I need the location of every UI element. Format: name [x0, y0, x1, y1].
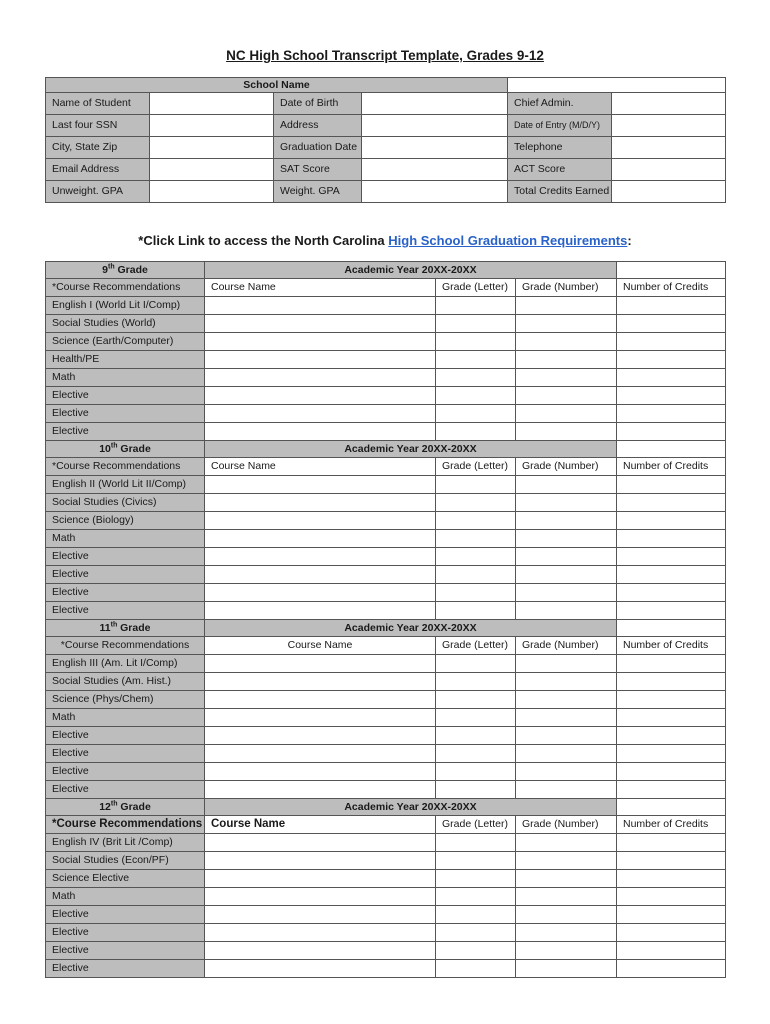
course-name-field[interactable]: [205, 584, 436, 602]
grade-number-header: Grade (Number): [516, 279, 617, 297]
credits-field[interactable]: [617, 942, 726, 960]
grade-letter-field[interactable]: [436, 548, 516, 566]
column-header-row: [46, 637, 726, 655]
grade-letter-field[interactable]: [436, 602, 516, 620]
credits-field[interactable]: [617, 924, 726, 942]
credits-field[interactable]: [617, 494, 726, 512]
course-name-field[interactable]: [205, 566, 436, 584]
grade-number: 12: [99, 800, 111, 813]
grade-number-field[interactable]: [516, 548, 617, 566]
course-name-field[interactable]: [205, 781, 436, 799]
grade-letter-field[interactable]: [436, 691, 516, 709]
grade-letter-header: Grade (Letter): [436, 458, 516, 476]
course-recommendation: Elective: [46, 763, 205, 781]
credits-field[interactable]: [617, 333, 726, 351]
grade-number-field[interactable]: [516, 405, 617, 423]
academic-year-field[interactable]: [617, 799, 726, 816]
grade-number-field[interactable]: [516, 369, 617, 387]
info-label: Last four SSN: [46, 115, 150, 137]
credits-field[interactable]: [617, 476, 726, 494]
course-name-header: Course Name: [205, 637, 436, 655]
academic-year-field[interactable]: [617, 262, 726, 279]
info-value-field[interactable]: [362, 181, 508, 203]
student-info-table: [45, 77, 726, 203]
course-recommendation: Social Studies (World): [46, 315, 205, 333]
course-recommendation: Social Studies (Econ/PF): [46, 852, 205, 870]
grade-number-field[interactable]: [516, 673, 617, 691]
grade-ordinal-suffix: th: [107, 263, 115, 271]
grade-number-field[interactable]: [516, 834, 617, 852]
grade-number-field[interactable]: [516, 781, 617, 799]
course-name-field[interactable]: [205, 834, 436, 852]
course-row: [46, 906, 726, 924]
grade-number-field[interactable]: [516, 745, 617, 763]
grade-number-field[interactable]: [516, 691, 617, 709]
course-name-field[interactable]: [205, 924, 436, 942]
grade-number-field[interactable]: [516, 888, 617, 906]
info-label: Chief Admin.: [508, 93, 612, 115]
course-name-field[interactable]: [205, 673, 436, 691]
academic-year-label: Academic Year 20XX-20XX: [205, 799, 617, 816]
requirements-link-line: [0, 233, 770, 248]
info-value-field[interactable]: [150, 159, 274, 181]
course-row: [46, 315, 726, 333]
course-name-field[interactable]: [205, 405, 436, 423]
course-recommendation: Science Elective: [46, 870, 205, 888]
course-recommendation: Elective: [46, 781, 205, 799]
grade-letter-field[interactable]: [436, 405, 516, 423]
course-name-field[interactable]: [205, 351, 436, 369]
course-row: [46, 763, 726, 781]
credits-field[interactable]: [617, 834, 726, 852]
grade-letter-field[interactable]: [436, 512, 516, 530]
grade-label: [46, 262, 205, 279]
info-value-field[interactable]: [612, 181, 726, 203]
grade-number-field[interactable]: [516, 727, 617, 745]
grade-number-field[interactable]: [516, 906, 617, 924]
course-name-field[interactable]: [205, 960, 436, 978]
course-recommendation: Health/PE: [46, 351, 205, 369]
info-value-field[interactable]: [362, 159, 508, 181]
credits-field[interactable]: [617, 655, 726, 673]
course-recommendations-header: *Course Recommendations: [46, 637, 205, 655]
course-row: [46, 852, 726, 870]
course-name-field[interactable]: [205, 530, 436, 548]
credits-field[interactable]: [617, 763, 726, 781]
course-row: [46, 655, 726, 673]
grade-letter-field[interactable]: [436, 655, 516, 673]
info-row: [46, 93, 726, 115]
grade-number-field[interactable]: [516, 584, 617, 602]
document-title: NC High School Transcript Template, Grades 9-12: [226, 48, 544, 63]
grade-letter-field[interactable]: [436, 924, 516, 942]
course-row: [46, 494, 726, 512]
course-recommendation: Social Studies (Am. Hist.): [46, 673, 205, 691]
grade-letter-field[interactable]: [436, 888, 516, 906]
credits-field[interactable]: [617, 709, 726, 727]
grade-letter-field[interactable]: [436, 852, 516, 870]
credits-field[interactable]: [617, 602, 726, 620]
course-name-field[interactable]: [205, 387, 436, 405]
info-value-field[interactable]: [362, 115, 508, 137]
grade-number-header: Grade (Number): [516, 637, 617, 655]
info-label: Telephone: [508, 137, 612, 159]
credits-field[interactable]: [617, 548, 726, 566]
course-row: [46, 960, 726, 978]
academic-year-label: Academic Year 20XX-20XX: [205, 262, 617, 279]
grade-number-header: Grade (Number): [516, 816, 617, 834]
course-recommendation: Math: [46, 530, 205, 548]
grade-number-field[interactable]: [516, 655, 617, 673]
course-recommendation: English II (World Lit II/Comp): [46, 476, 205, 494]
course-recommendation: Science (Earth/Computer): [46, 333, 205, 351]
course-recommendation: Science (Phys/Chem): [46, 691, 205, 709]
graduation-requirements-link[interactable]: High School Graduation Requirements: [388, 233, 628, 248]
course-name-field[interactable]: [205, 888, 436, 906]
course-row: [46, 924, 726, 942]
course-row: [46, 602, 726, 620]
course-row: [46, 512, 726, 530]
info-label: Total Credits Earned: [508, 181, 612, 203]
info-value-field[interactable]: [362, 93, 508, 115]
grade-number-field[interactable]: [516, 423, 617, 441]
school-name-field[interactable]: [508, 78, 726, 93]
grade-letter-field[interactable]: [436, 369, 516, 387]
course-row: [46, 870, 726, 888]
credits-field[interactable]: [617, 315, 726, 333]
info-row: [46, 115, 726, 137]
academic-year-label: Academic Year 20XX-20XX: [205, 441, 617, 458]
grade-number-field[interactable]: [516, 852, 617, 870]
course-recommendation: Elective: [46, 405, 205, 423]
course-row: [46, 781, 726, 799]
grade-label: [46, 441, 205, 458]
course-name-field[interactable]: [205, 297, 436, 315]
grade-number-field[interactable]: [516, 297, 617, 315]
grade-number-field[interactable]: [516, 709, 617, 727]
info-value-field[interactable]: [150, 93, 274, 115]
grade-number-field[interactable]: [516, 351, 617, 369]
academic-year-label: Academic Year 20XX-20XX: [205, 620, 617, 637]
grade-header-row: [46, 262, 726, 279]
course-row: [46, 476, 726, 494]
grade-label: [46, 620, 205, 637]
course-name-header: Course Name: [205, 816, 436, 834]
column-header-row: [46, 816, 726, 834]
credits-field[interactable]: [617, 584, 726, 602]
course-recommendation: Elective: [46, 423, 205, 441]
grade-number: 9: [102, 263, 108, 276]
link-line-prefix: *Click Link to access the North Carolina: [138, 233, 389, 248]
grade-ordinal-suffix: th: [110, 442, 118, 450]
credits-field[interactable]: [617, 351, 726, 369]
column-header-row: [46, 458, 726, 476]
credits-header: Number of Credits: [617, 637, 726, 655]
course-grades-table: [45, 261, 726, 978]
course-name-field[interactable]: [205, 942, 436, 960]
course-name-field[interactable]: [205, 602, 436, 620]
course-row: [46, 942, 726, 960]
info-label: Date of Entry (M/D/Y): [508, 115, 612, 137]
course-row: [46, 530, 726, 548]
credits-header: Number of Credits: [617, 458, 726, 476]
info-value-field[interactable]: [362, 137, 508, 159]
course-name-header: Course Name: [205, 279, 436, 297]
credits-field[interactable]: [617, 369, 726, 387]
grade-letter-field[interactable]: [436, 566, 516, 584]
course-name-field[interactable]: [205, 763, 436, 781]
course-row: [46, 333, 726, 351]
course-recommendation: Elective: [46, 566, 205, 584]
info-value-field[interactable]: [612, 115, 726, 137]
course-row: [46, 548, 726, 566]
grade-number-field[interactable]: [516, 602, 617, 620]
grade-header-row: [46, 620, 726, 637]
credits-field[interactable]: [617, 745, 726, 763]
credits-field[interactable]: [617, 727, 726, 745]
grade-letter-field[interactable]: [436, 942, 516, 960]
grade-number-field[interactable]: [516, 566, 617, 584]
course-recommendation: Math: [46, 369, 205, 387]
credits-field[interactable]: [617, 512, 726, 530]
grade-letter-header: Grade (Letter): [436, 279, 516, 297]
grade-letter-field[interactable]: [436, 387, 516, 405]
info-label: SAT Score: [274, 159, 362, 181]
course-row: [46, 834, 726, 852]
grade-word: Grade: [117, 621, 151, 634]
info-label: Date of Birth: [274, 93, 362, 115]
course-recommendation: Elective: [46, 727, 205, 745]
course-row: [46, 405, 726, 423]
grade-number: 10: [99, 442, 111, 455]
grade-letter-field[interactable]: [436, 906, 516, 924]
grade-label: [46, 799, 205, 816]
course-name-field[interactable]: [205, 870, 436, 888]
course-recommendation: English III (Am. Lit I/Comp): [46, 655, 205, 673]
course-row: [46, 566, 726, 584]
course-recommendation: Math: [46, 888, 205, 906]
course-row: [46, 745, 726, 763]
course-name-field[interactable]: [205, 691, 436, 709]
grade-number-field[interactable]: [516, 387, 617, 405]
course-recommendation: Elective: [46, 387, 205, 405]
info-value-field[interactable]: [612, 137, 726, 159]
credits-field[interactable]: [617, 673, 726, 691]
course-recommendation: Elective: [46, 602, 205, 620]
link-line-suffix: :: [627, 233, 632, 248]
credits-field[interactable]: [617, 888, 726, 906]
grade-number-field[interactable]: [516, 512, 617, 530]
grade-letter-field[interactable]: [436, 423, 516, 441]
course-row: [46, 584, 726, 602]
grade-letter-field[interactable]: [436, 727, 516, 745]
info-label: Unweight. GPA: [46, 181, 150, 203]
credits-header: Number of Credits: [617, 816, 726, 834]
course-name-field[interactable]: [205, 369, 436, 387]
info-value-field[interactable]: [150, 137, 274, 159]
grade-letter-field[interactable]: [436, 673, 516, 691]
grade-number-field[interactable]: [516, 924, 617, 942]
grade-letter-field[interactable]: [436, 781, 516, 799]
info-row: [46, 137, 726, 159]
course-name-field[interactable]: [205, 548, 436, 566]
grade-number-field[interactable]: [516, 476, 617, 494]
credits-field[interactable]: [617, 530, 726, 548]
grade-header-row: [46, 441, 726, 458]
grade-letter-field[interactable]: [436, 315, 516, 333]
course-row: [46, 423, 726, 441]
course-name-field[interactable]: [205, 333, 436, 351]
academic-year-field[interactable]: [617, 620, 726, 637]
credits-field[interactable]: [617, 423, 726, 441]
grade-word: Grade: [114, 263, 148, 276]
grade-letter-field[interactable]: [436, 960, 516, 978]
course-recommendation: Social Studies (Civics): [46, 494, 205, 512]
course-row: [46, 673, 726, 691]
grade-word: Grade: [117, 442, 151, 455]
school-name-label: School Name: [46, 78, 508, 93]
grade-letter-field[interactable]: [436, 297, 516, 315]
credits-field[interactable]: [617, 405, 726, 423]
course-row: [46, 369, 726, 387]
grade-letter-field[interactable]: [436, 584, 516, 602]
grade-letter-field[interactable]: [436, 763, 516, 781]
info-row: [46, 181, 726, 203]
grade-number: 11: [99, 621, 111, 634]
course-name-field[interactable]: [205, 423, 436, 441]
course-recommendation: Elective: [46, 906, 205, 924]
course-recommendation: English IV (Brit Lit /Comp): [46, 834, 205, 852]
credits-field[interactable]: [617, 297, 726, 315]
grade-number-header: Grade (Number): [516, 458, 617, 476]
grade-number-field[interactable]: [516, 942, 617, 960]
info-label: City, State Zip: [46, 137, 150, 159]
info-value-field[interactable]: [150, 115, 274, 137]
credits-field[interactable]: [617, 387, 726, 405]
course-row: [46, 297, 726, 315]
credits-field[interactable]: [617, 691, 726, 709]
course-recommendation: Elective: [46, 548, 205, 566]
course-name-field[interactable]: [205, 906, 436, 924]
course-recommendation: Math: [46, 709, 205, 727]
info-value-field[interactable]: [150, 181, 274, 203]
course-recommendations-header: *Course Recommendations: [46, 816, 205, 834]
credits-header: Number of Credits: [617, 279, 726, 297]
course-recommendation: Elective: [46, 584, 205, 602]
grade-ordinal-suffix: th: [110, 800, 118, 808]
credits-field[interactable]: [617, 906, 726, 924]
info-label: Email Address: [46, 159, 150, 181]
course-name-field[interactable]: [205, 727, 436, 745]
grade-letter-field[interactable]: [436, 834, 516, 852]
grade-number-field[interactable]: [516, 315, 617, 333]
info-label: Name of Student: [46, 93, 150, 115]
info-label: Address: [274, 115, 362, 137]
credits-field[interactable]: [617, 870, 726, 888]
course-row: [46, 351, 726, 369]
course-recommendation: English I (World Lit I/Comp): [46, 297, 205, 315]
grade-header-row: [46, 799, 726, 816]
info-value-field[interactable]: [612, 93, 726, 115]
course-name-field[interactable]: [205, 476, 436, 494]
grade-letter-field[interactable]: [436, 870, 516, 888]
grade-letter-field[interactable]: [436, 709, 516, 727]
course-name-field[interactable]: [205, 315, 436, 333]
course-row: [46, 888, 726, 906]
info-label: Weight. GPA: [274, 181, 362, 203]
grade-ordinal-suffix: th: [110, 621, 118, 629]
grade-letter-field[interactable]: [436, 333, 516, 351]
course-recommendation: Elective: [46, 745, 205, 763]
course-row: [46, 691, 726, 709]
course-recommendation: Elective: [46, 942, 205, 960]
school-name-row: [46, 78, 726, 93]
course-name-header: Course Name: [205, 458, 436, 476]
grade-letter-header: Grade (Letter): [436, 637, 516, 655]
course-name-field[interactable]: [205, 745, 436, 763]
course-name-field[interactable]: [205, 655, 436, 673]
grade-letter-field[interactable]: [436, 351, 516, 369]
grade-letter-field[interactable]: [436, 530, 516, 548]
course-name-field[interactable]: [205, 852, 436, 870]
course-row: [46, 387, 726, 405]
course-recommendation: Science (Biology): [46, 512, 205, 530]
course-name-field[interactable]: [205, 709, 436, 727]
grade-number-field[interactable]: [516, 960, 617, 978]
course-row: [46, 709, 726, 727]
credits-field[interactable]: [617, 566, 726, 584]
info-label: Graduation Date: [274, 137, 362, 159]
info-value-field[interactable]: [612, 159, 726, 181]
course-row: [46, 727, 726, 745]
grade-number-field[interactable]: [516, 530, 617, 548]
info-row: [46, 159, 726, 181]
course-name-field[interactable]: [205, 494, 436, 512]
course-recommendations-header: *Course Recommendations: [46, 279, 205, 297]
grade-letter-field[interactable]: [436, 494, 516, 512]
grade-letter-header: Grade (Letter): [436, 816, 516, 834]
column-header-row: [46, 279, 726, 297]
course-recommendation: Elective: [46, 924, 205, 942]
grade-number-field[interactable]: [516, 333, 617, 351]
credits-field[interactable]: [617, 852, 726, 870]
academic-year-field[interactable]: [617, 441, 726, 458]
grade-number-field[interactable]: [516, 763, 617, 781]
course-recommendations-header: *Course Recommendations: [46, 458, 205, 476]
grade-number-field[interactable]: [516, 494, 617, 512]
course-name-field[interactable]: [205, 512, 436, 530]
info-label: ACT Score: [508, 159, 612, 181]
grade-letter-field[interactable]: [436, 476, 516, 494]
grade-word: Grade: [117, 800, 151, 813]
credits-field[interactable]: [617, 781, 726, 799]
credits-field[interactable]: [617, 960, 726, 978]
grade-number-field[interactable]: [516, 870, 617, 888]
course-recommendation: Elective: [46, 960, 205, 978]
grade-letter-field[interactable]: [436, 745, 516, 763]
